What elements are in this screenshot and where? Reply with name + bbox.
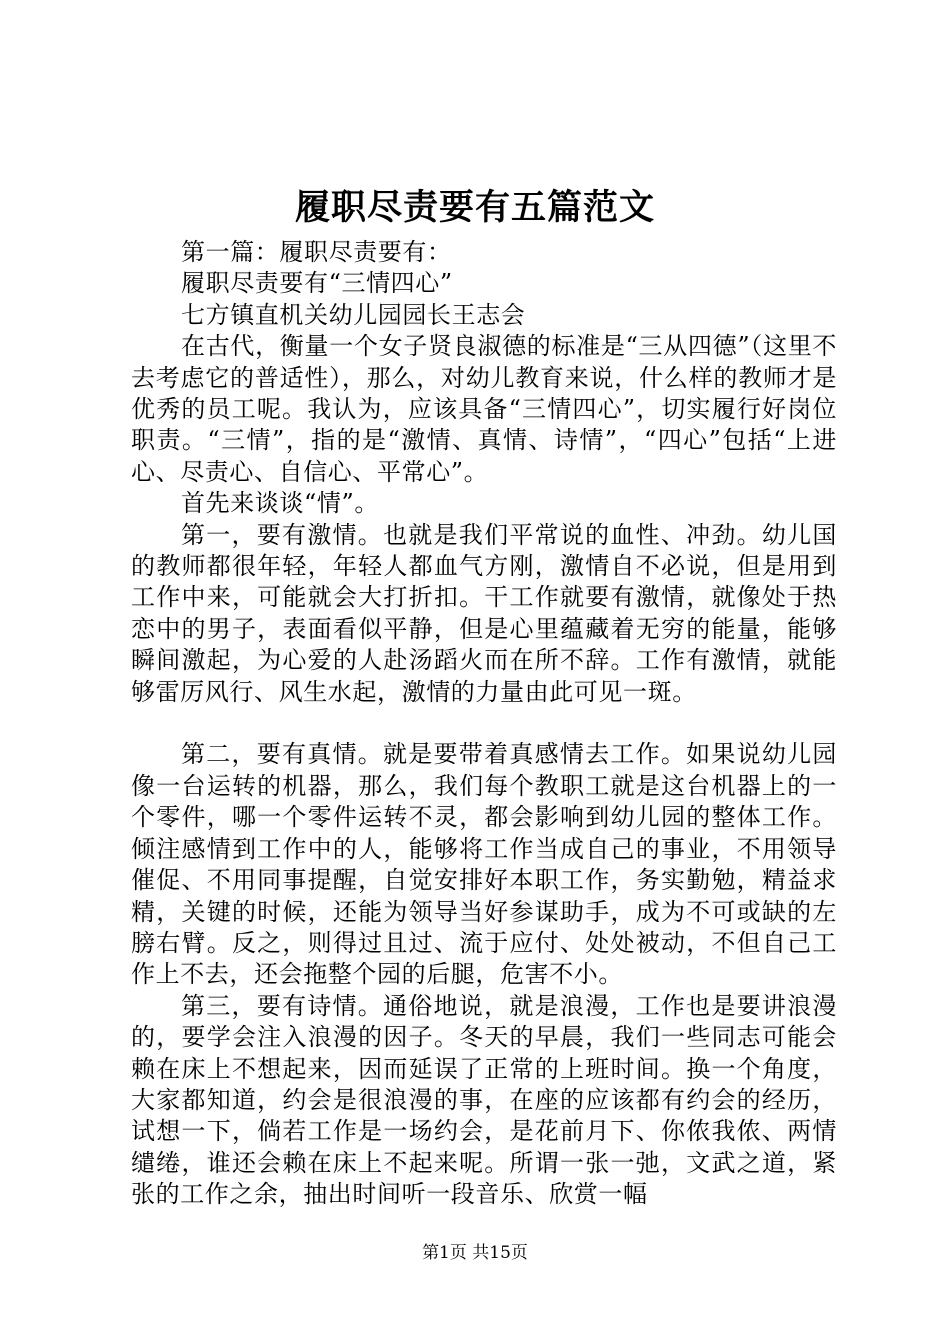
document-body <box>131 237 837 1211</box>
body-paragraph: 第一，要有激情。也就是我们平常说的血性、冲劲。幼儿国的教师都很年轻，年轻人都血气方刚，激情自不必说，但是用到工作中来，可能就会大打折扣。干工作就要有激情，就像处于热恋中的男子，表面看似平静，但是心里蕴藏着无穷的能量，能够瞬间激起，为心爱的人赴汤蹈火而在所不辞。工作有激情，就能够雷厉风行、风生水起，激情的力量由此可见一斑。 <box>131 520 837 706</box>
document-title: 履职尽责要有五篇范文 <box>294 187 655 228</box>
article-title: 履职尽责要有“三情四心” <box>181 269 453 298</box>
section-heading: 第一篇：履职尽责要有： <box>181 238 452 266</box>
author-line: 七方镇直机关幼儿园园长王志会 <box>181 300 526 329</box>
body-paragraph: 第三，要有诗情。通俗地说，就是浪漫，工作也是要讲浪漫的，要学会注入浪漫的因子。冬天的早晨，我们一些同志可能会赖在床上不想起来，因而延误了正常的上班时间。换一个角度，大家都知道，约会是很浪漫的事，在座的应该都有约会的经历，试想一下，倘若工作是一场约会，是花前月下、你侬我侬、两情缱绻，谁还会赖在床上不起来呢。所谓一张一弛，文武之道，紧张的工作之余，抽出时间听一段音乐、欣赏一幅 <box>131 991 837 1209</box>
body-paragraph: 第二，要有真情。就是要带着真感情去工作。如果说幼儿园像一台运转的机器，那么，我们每个教职工就是这台机器上的一个零件，哪一个零件运转不灵，都会影响到幼儿园的整体工作。倾注感情到工作中的人，能够将工作当成自己的事业，不用领导催促、不用同事提醒，自觉安排好本职工作，务实勤勉，精益求精，关键的时候，还能为领导当好参谋助手，成为不可或缺的左膀右臂。反之，则得过且过、流于应付、处处被动，不但自己工作上不去，还会拖整个园的后腿，危害不小。 <box>131 740 837 989</box>
body-paragraph: 首先来谈谈“情”。 <box>181 489 379 518</box>
body-paragraph: 在古代，衡量一个女子贤良淑德的标准是“三从四德”（这里不去考虑它的普适性），那么，对幼儿教育来说，什么样的教师才是优秀的员工呢。我认为，应该具备“三情四心”，切实履行好岗位职责。“三情”，指的是“激情、真情、诗情”，“四心”包括“上进心、尽责心、自信心、平常心”。 <box>131 332 837 486</box>
page-number-footer: 第1页 共15页 <box>422 1243 528 1263</box>
